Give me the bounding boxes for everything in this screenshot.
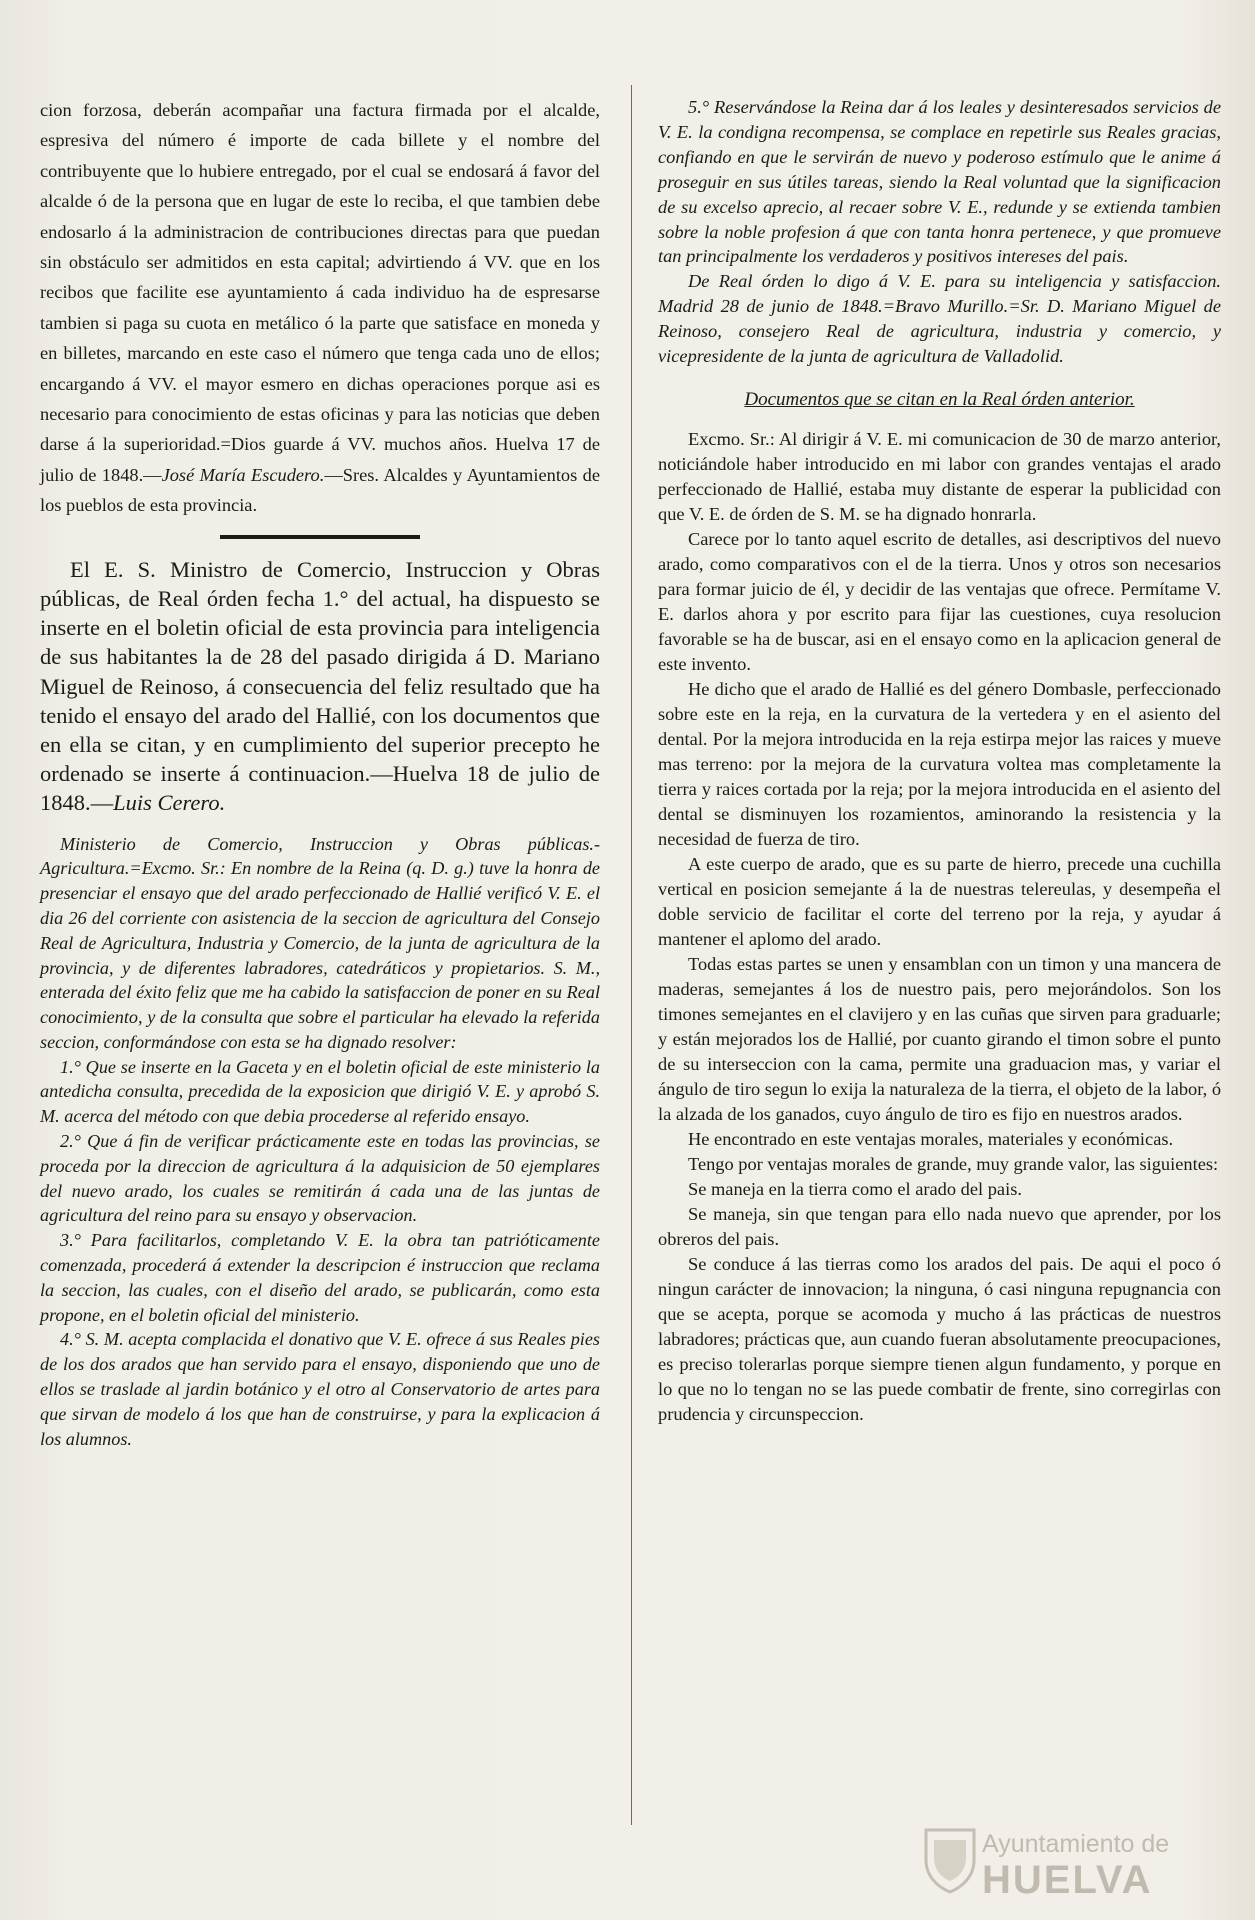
document-paragraph: A este cuerpo de arado, que es su parte de hierro, precede una cuchilla vertical en posicion semejante á la de nuestras telereulas, y desempeña el doble servicio de facilitar el corte del terreno por la reja, y ayudar á mantener el aplomo del arado.	[658, 853, 1221, 949]
city-shield-icon	[920, 1824, 980, 1894]
column-divider	[631, 85, 632, 1825]
circular-addressees: —Sres. Alcaldes y Ayuntamientos de los pueblos de esta provincia.	[40, 464, 600, 516]
left-column	[40, 95, 600, 1451]
circular-signature: José María Escudero.	[161, 464, 325, 485]
royal-order-item-4: 4.° S. M. acepta complacida el donativo que V. E. ofrece á sus Reales pies de los dos arados que han servido para el ensayo, disponiendo que uno de ellos se traslade al jardin botánico y el otro al Conservatorio de artes para que sirvan de modelo á los que han de construirse, y para la explicacion á los alumnos.	[40, 1329, 600, 1449]
documents-heading: Documentos que se citan en la Real órden anterior.	[744, 388, 1135, 410]
section-separator	[220, 535, 420, 539]
circular-paragraph	[40, 95, 600, 521]
notice-signature: Luis Cerero.	[113, 790, 226, 816]
right-column	[658, 95, 1221, 1427]
document-paragraph: Se maneja, sin que tengan para ello nada nuevo que aprender, por los obreros del pais.	[658, 1203, 1221, 1249]
royal-order-continuation	[658, 95, 1221, 369]
royal-order-item-3: 3.° Para facilitarlos, completando V. E. la obra tan patrióticamente comenzada, procederá á extender la descripcion é instruccion que reclama la seccion, las cuales, con el diseño del arado, se publicarán, como esta propone, en el boletin oficial del ministerio.	[40, 1230, 600, 1325]
document-paragraph: Tengo por ventajas morales de grande, muy grande valor, las siguientes:	[688, 1153, 1219, 1174]
documents-text	[658, 427, 1221, 1427]
document-paragraph: He dicho que el arado de Hallié es del género Dombasle, perfeccionado sobre este en la reja, en la curvatura de la vertedera y en el asiento del dental. Por la mejora introducida en la reja estirpa mejor las raices y mueve mas terreno: por la mejora de la curvatura voltea mas completamente la tierra y raices cortada por la reja; por la mejora introducida en el asiento del dental se disminuyen los rozamientos, aminorando la resistencia y la necesidad de fuerza de tiro.	[658, 678, 1221, 849]
watermark-line-1: Ayuntamiento de	[982, 1830, 1170, 1858]
notice-paragraph	[40, 555, 600, 818]
document-paragraph: He encontrado en este ventajas morales, materiales y económicas.	[688, 1128, 1174, 1149]
notice-body: El E. S. Ministro de Comercio, Instruccion y Obras públicas, de Real órden fecha 1.° del actual, ha dispuesto se inserte en el boletin oficial de esta provincia para inteligencia de sus habitantes la de 28 del pasado dirigida á D. Mariano Miguel de Reinoso, á consecuencia del feliz resultado que ha tenido el ensayo del arado del Hallié, con los documentos que en ella se citan, y en cumplimiento del superior precepto he ordenado se inserte á continuacion.—Huelva 18 de julio de 1848.—	[40, 556, 600, 816]
royal-order-text	[40, 832, 600, 1452]
royal-order-item-1: 1.° Que se inserte en la Gaceta y en el boletin oficial de este ministerio la antedicha consulta, precedida de la exposicion que dirigió V. E. y aprobó S. M. acerca del método con que debia procederse al referido ensayo.	[40, 1056, 600, 1127]
document-paragraph: Excmo. Sr.: Al dirigir á V. E. mi comunicacion de 30 de marzo anterior, noticiándole haber introducido en mi labor con grandes ventajas el arado perfeccionado de Hallié, estaba muy distante de esperar la publicidad con que V. E. de órden de S. M. se ha dignado honrarla.	[658, 428, 1221, 524]
watermark-line-2: HUELVA	[982, 1858, 1153, 1902]
royal-order-intro: Ministerio de Comercio, Instruccion y Obras públicas.-Agricultura.=Excmo. Sr.: En nombre de la Reina (q. D. g.) tuve la honra de presenciar el ensayo que del arado perfeccionado de Hallié verificó V. E. el dia 26 del corriente con asistencia de la seccion de agricultura del Consejo Real de Agricultura, Industria y Comercio, de la junta de agricultura de la provincia, y de diferentes labradores, catedráticos y propietarios. S. M., enterada del éxito feliz que me ha cabido la satisfaccion de poner en su Real conocimiento, y de la consulta que sobre el particular ha elevado la referida seccion, conformándose con esta se ha dignado resolver:	[40, 833, 600, 1052]
royal-order-item-5: 5.° Reservándose la Reina dar á los leales y desinteresados servicios de V. E. la condigna recompensa, se complace en repetirle sus Reales gracias, confiando en que le servirán de nuevo y poderoso estímulo que le anime á proseguir en sus útiles tareas, siendo la Real voluntad que la significacion de su excelso aprecio, al recaer sobre V. E., redunde y se extienda tambien sobre la noble profesion á que con tanta honra pertenece, y que promueve tan principalmente los verdaderos y positivos intereses del pais.	[658, 97, 1221, 267]
document-paragraph: Carece por lo tanto aquel escrito de detalles, asi descriptivos del nuevo arado, como comparativos con el de la tierra. Unos y otros son necesarios para formar juicio de él, y decidir de las ventajas que ofrece. Permítame V. E. darlos ahora y por escrito para fijar las cuestiones, cuya resolucion favorable se ha de buscar, asi en el ensayo como en la aplicacion general de este invento.	[658, 528, 1221, 674]
document-paragraph: Se conduce á las tierras como los arados del pais. De aqui el poco ó ningun carácter de innovacion; la ninguna, ó casi ninguna repugnancia con que se acepta, porque se acomoda y mucho á las prácticas de nuestros labradores; prácticas que, aun cuando fueran absolutamente preocupaciones, es preciso tolerarlas porque siempre tienen algun fundamento, y porque en lo que no lo tengan no se las puede combatir de frente, sino corregirlas con prudencia y circunspeccion.	[658, 1253, 1221, 1424]
document-paragraph: Se maneja en la tierra como el arado del pais.	[688, 1178, 1022, 1199]
circular-text	[40, 95, 600, 521]
document-paragraph: Todas estas partes se unen y ensamblan con un timon y una mancera de maderas, semejantes á los de nuestro pais, pero mejorándolos. Son los timones semejantes en el clavijero y en las cuñas que sirven para graduarle; y están mejorados los de Hallié, por cuanto girando el timon sobre el punto de su interseccion con la cama, permite una graduacion mas, y variar el ángulo de tiro segun lo exija la naturaleza de la tierra, el objeto de la labor, ó la alzada de los ganados, cuyo ángulo de tiro es fijo en nuestros arados.	[658, 953, 1222, 1124]
royal-order-item-2: 2.° Que á fin de verificar prácticamente este en todas las provincias, se proceda por la direccion de agricultura á la adquisicion de 50 ejemplares del nuevo arado, los cuales se remitirán á cada una de las juntas de agricultura del reino para su ensayo y observacion.	[40, 1131, 600, 1226]
circular-body: cion forzosa, deberán acompañar una factura firmada por el alcalde, espresiva del número é importe de cada billete y el nombre del contribuyente que lo hubiere entregado, por el cual se endosará á favor del alcalde ó de la persona que en lugar de este lo reciba, el que tambien debe endosarlo á la administracion de contribuciones directas para que puedan sin obstáculo ser admitidos en esta capital; advirtiendo á VV. que en los recibos que facilite ese ayuntamiento á cada individuo ha de espresarse tambien si paga su cuota en metálico ó la parte que satisface en moneda y en billetes, marcando en este caso el número que tenga cada uno de ellos; encargando á VV. el mayor esmero en dichas operaciones porque asi es necesario para conocimiento de estas oficinas y para las noticias que deben darse á la superioridad.=Dios guarde á VV. muchos años. Huelva 17 de julio de 1848.—	[40, 100, 600, 485]
royal-order-closing: De Real órden lo digo á V. E. para su inteligencia y satisfaccion. Madrid 28 de junio de 1848.=Bravo Murillo.=Sr. D. Mariano Miguel de Reinoso, consejero Real de agricultura, industria y comercio, y vicepresidente de la junta de agricultura de Valladolid.	[658, 271, 1221, 367]
watermark	[920, 1820, 1220, 1900]
